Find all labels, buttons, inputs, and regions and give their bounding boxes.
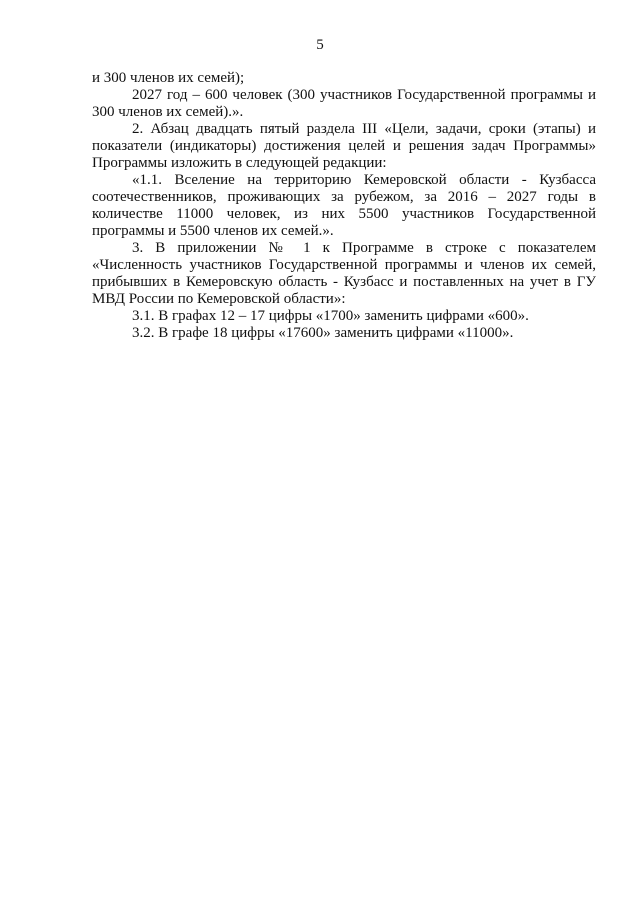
paragraph-quote-1-1: «1.1. Вселение на территорию Кемеровской области - Кузбасса соотечественников, проживающих за рубежом, за 2016 – 2027 годы в количестве 11000 человек, из них 5500 участников Государственной программы и 5500 членов их семей.». (92, 172, 596, 239)
paragraph-item-2: 2. Абзац двадцать пятый раздела III «Цели, задачи, сроки (этапы) и показатели (индикаторы) достижения целей и решения задач Программы» Программы изложить в следующей редакции: (92, 121, 596, 171)
paragraph-item-3: 3. В приложении № 1 к Программе в строке с показателем «Численность участников Государственной программы и членов их семей, прибывших в Кемеровскую область - Кузбасс и поставленных на учет в ГУ МВД России по Кемеровской области»: (92, 240, 596, 307)
document-body (92, 70, 596, 342)
paragraph-2027-line: 2027 год – 600 человек (300 участников Государственной программы и 300 членов их семей).». (92, 87, 596, 120)
page-number: 5 (316, 37, 324, 53)
paragraph-item-3-1: 3.1. В графах 12 – 17 цифры «1700» заменить цифрами «600». (132, 308, 529, 324)
paragraph-continuation: и 300 членов их семей); (92, 70, 245, 86)
paragraph-item-3-2: 3.2. В графе 18 цифры «17600» заменить цифрами «11000». (132, 325, 514, 341)
